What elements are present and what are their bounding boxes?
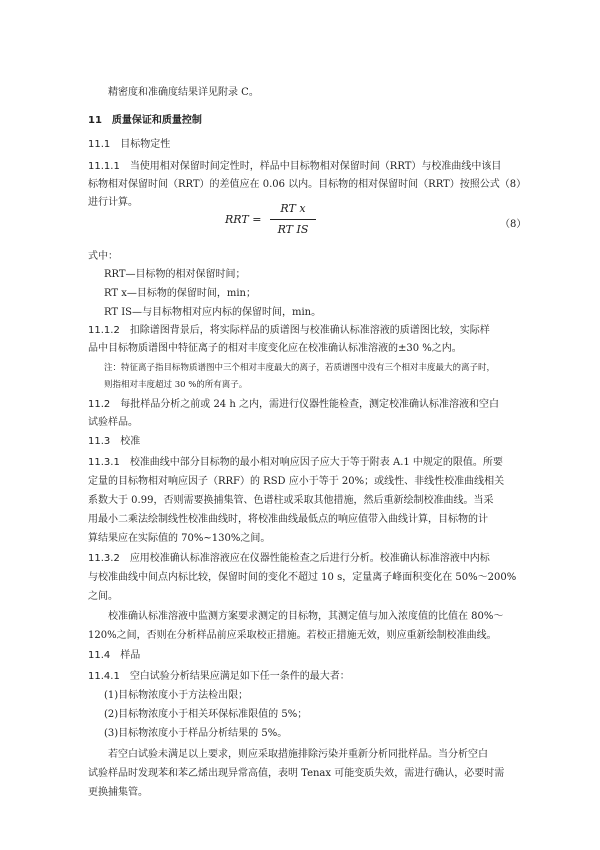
section-number: 11.1 — [88, 139, 111, 150]
final-paragraph-line3: 更换捕集管。 — [88, 787, 148, 798]
section-title: 目标物定性 — [120, 139, 171, 150]
condition-3: (3)目标物浓度小于样品分析结果的 5%。 — [104, 728, 288, 739]
clause-11-3-1-line3: 系数大于 0.99，否则需要换捕集管、色谱柱或采取其他措施，然后重新绘制校准曲线。当采 — [88, 495, 494, 506]
paragraph-line2: 120%之间，否则在分析样品前应采取校正措施。若校正措施无效，则应重新绘制校准曲线。 — [88, 630, 497, 641]
section-11-heading — [88, 114, 516, 128]
precision-ref: 精密度和准确度结果详见附录 C。 — [108, 87, 259, 98]
clause-11-2-line2: 试验样品。 — [88, 417, 138, 428]
clause-11-1-1-line2: 标物相对保留时间（RRT）的差值应在 0.06 以内。目标物的相对保留时间（RRT）按照公式（8） — [88, 179, 527, 190]
clause-11-3-1-line5: 算结果应在实际值的 70%~130%之间。 — [88, 533, 271, 544]
section-number: 11.3 — [88, 436, 111, 447]
formula-fraction — [270, 202, 316, 237]
section-title: 样品 — [120, 650, 141, 661]
clause-number: 11.2 — [88, 399, 111, 410]
clause-11-3-1-line2: 定量的目标物相对响应因子（RRF）的 RSD 应小于等于 20%；或线性、非线性校准曲线相关 — [88, 476, 505, 487]
clause-11-3-2-line2: 与校准曲线中间点内标比较，保留时间的变化不超过 10 s，定量离子峰面积变化在 50%～200% — [88, 572, 517, 583]
section-11-4-heading — [88, 649, 516, 663]
formula-denominator: RT IS — [277, 223, 309, 236]
clause-text: 扣除谱图背景后，将实际样品的质谱图与校准确认标准溶液的质谱图比较，实际样 — [129, 325, 490, 336]
clause-11-3-1-line1 — [88, 456, 516, 470]
section-title: 校准 — [120, 436, 141, 447]
paragraph-line1: 校准确认标准溶液中监测方案要求测定的目标物，其测定值与加入浓度值的比值在 80%～ — [108, 611, 504, 622]
final-paragraph-line1: 若空白试验未满足以上要求，则应采取措施排除污染并重新分析同批样品。当分析空白 — [108, 749, 488, 760]
section-11-3-heading — [88, 435, 516, 449]
definition-rtis: RT IS—与目标物相对应内标的保留时间，min。 — [104, 307, 322, 318]
clause-11-1-1-line1 — [88, 160, 516, 174]
where-label: 式中： — [88, 251, 118, 262]
condition-2: (2)目标物浓度小于相关环保标准限值的 5%； — [104, 709, 308, 720]
clause-text: 应用校准确认标准溶液应在仪器性能检查之后进行分析。校准确认标准溶液中内标 — [129, 553, 490, 564]
clause-number: 11.1.1 — [88, 161, 120, 172]
clause-11-1-2-line1 — [88, 324, 516, 338]
condition-1: (1)目标物浓度小于方法检出限； — [104, 690, 249, 701]
section-number: 11 — [88, 115, 102, 126]
clause-11-3-2-line1 — [88, 552, 516, 566]
final-paragraph-line2: 试验样品时发现苯和苯乙烯出现异常高值，表明 Tenax 可能变质失效，需进行确认，必要时需 — [88, 768, 505, 779]
definition-rtx: RT x—目标物的保留时间，min； — [104, 288, 256, 299]
note-line2: 则指相对丰度超过 30 %的所有离子。 — [104, 380, 248, 390]
clause-text: 当使用相对保留时间定性时，样品中目标物相对保留时间（RRT）与校准曲线中该目 — [129, 161, 502, 172]
clause-11-3-2-line3: 之间。 — [88, 591, 118, 602]
clause-text: 每批样品分析之前或 24 h 之内，需进行仪器性能检查，测定校准确认标准溶液和空白 — [120, 399, 499, 410]
clause-11-2-line1 — [88, 398, 516, 412]
formula-lhs: RRT = — [225, 213, 262, 226]
clause-11-1-2-line2: 品中目标物质谱图中特征离子的相对丰度变化应在校准确认标准溶液的±30 %之内。 — [88, 343, 462, 354]
clause-text: 空白试验分析结果应满足如下任一条件的最大者： — [129, 671, 350, 682]
formula-numerator: RT x — [280, 202, 306, 215]
equation-number: （8） — [500, 219, 527, 230]
fraction-bar — [270, 219, 316, 220]
section-number: 11.4 — [88, 650, 111, 661]
section-title: 质量保证和质量控制 — [111, 115, 202, 126]
note-line1: 注：特征离子指目标物质谱图中三个相对丰度最大的离子，若质谱图中没有三个相对丰度最大的离子时， — [104, 363, 496, 373]
definition-rrt: RRT—目标物的相对保留时间； — [104, 269, 246, 280]
rrt-formula — [225, 202, 325, 242]
clause-number: 11.4.1 — [88, 671, 120, 682]
clause-text: 校准曲线中部分目标物的最小相对响应因子应大于等于附表 A.1 中规定的限值。所要 — [129, 457, 503, 468]
clause-number: 11.3.2 — [88, 553, 120, 564]
clause-11-4-1-line1 — [88, 670, 516, 684]
clause-number: 11.1.2 — [88, 325, 120, 336]
clause-number: 11.3.1 — [88, 457, 120, 468]
clause-11-1-1-line3: 进行计算。 — [88, 197, 138, 208]
clause-11-3-1-line4: 用最小二乘法绘制线性校准曲线时，将校准曲线最低点的响应值带入曲线计算，目标物的计 — [88, 514, 488, 525]
section-11-1-heading — [88, 138, 516, 152]
